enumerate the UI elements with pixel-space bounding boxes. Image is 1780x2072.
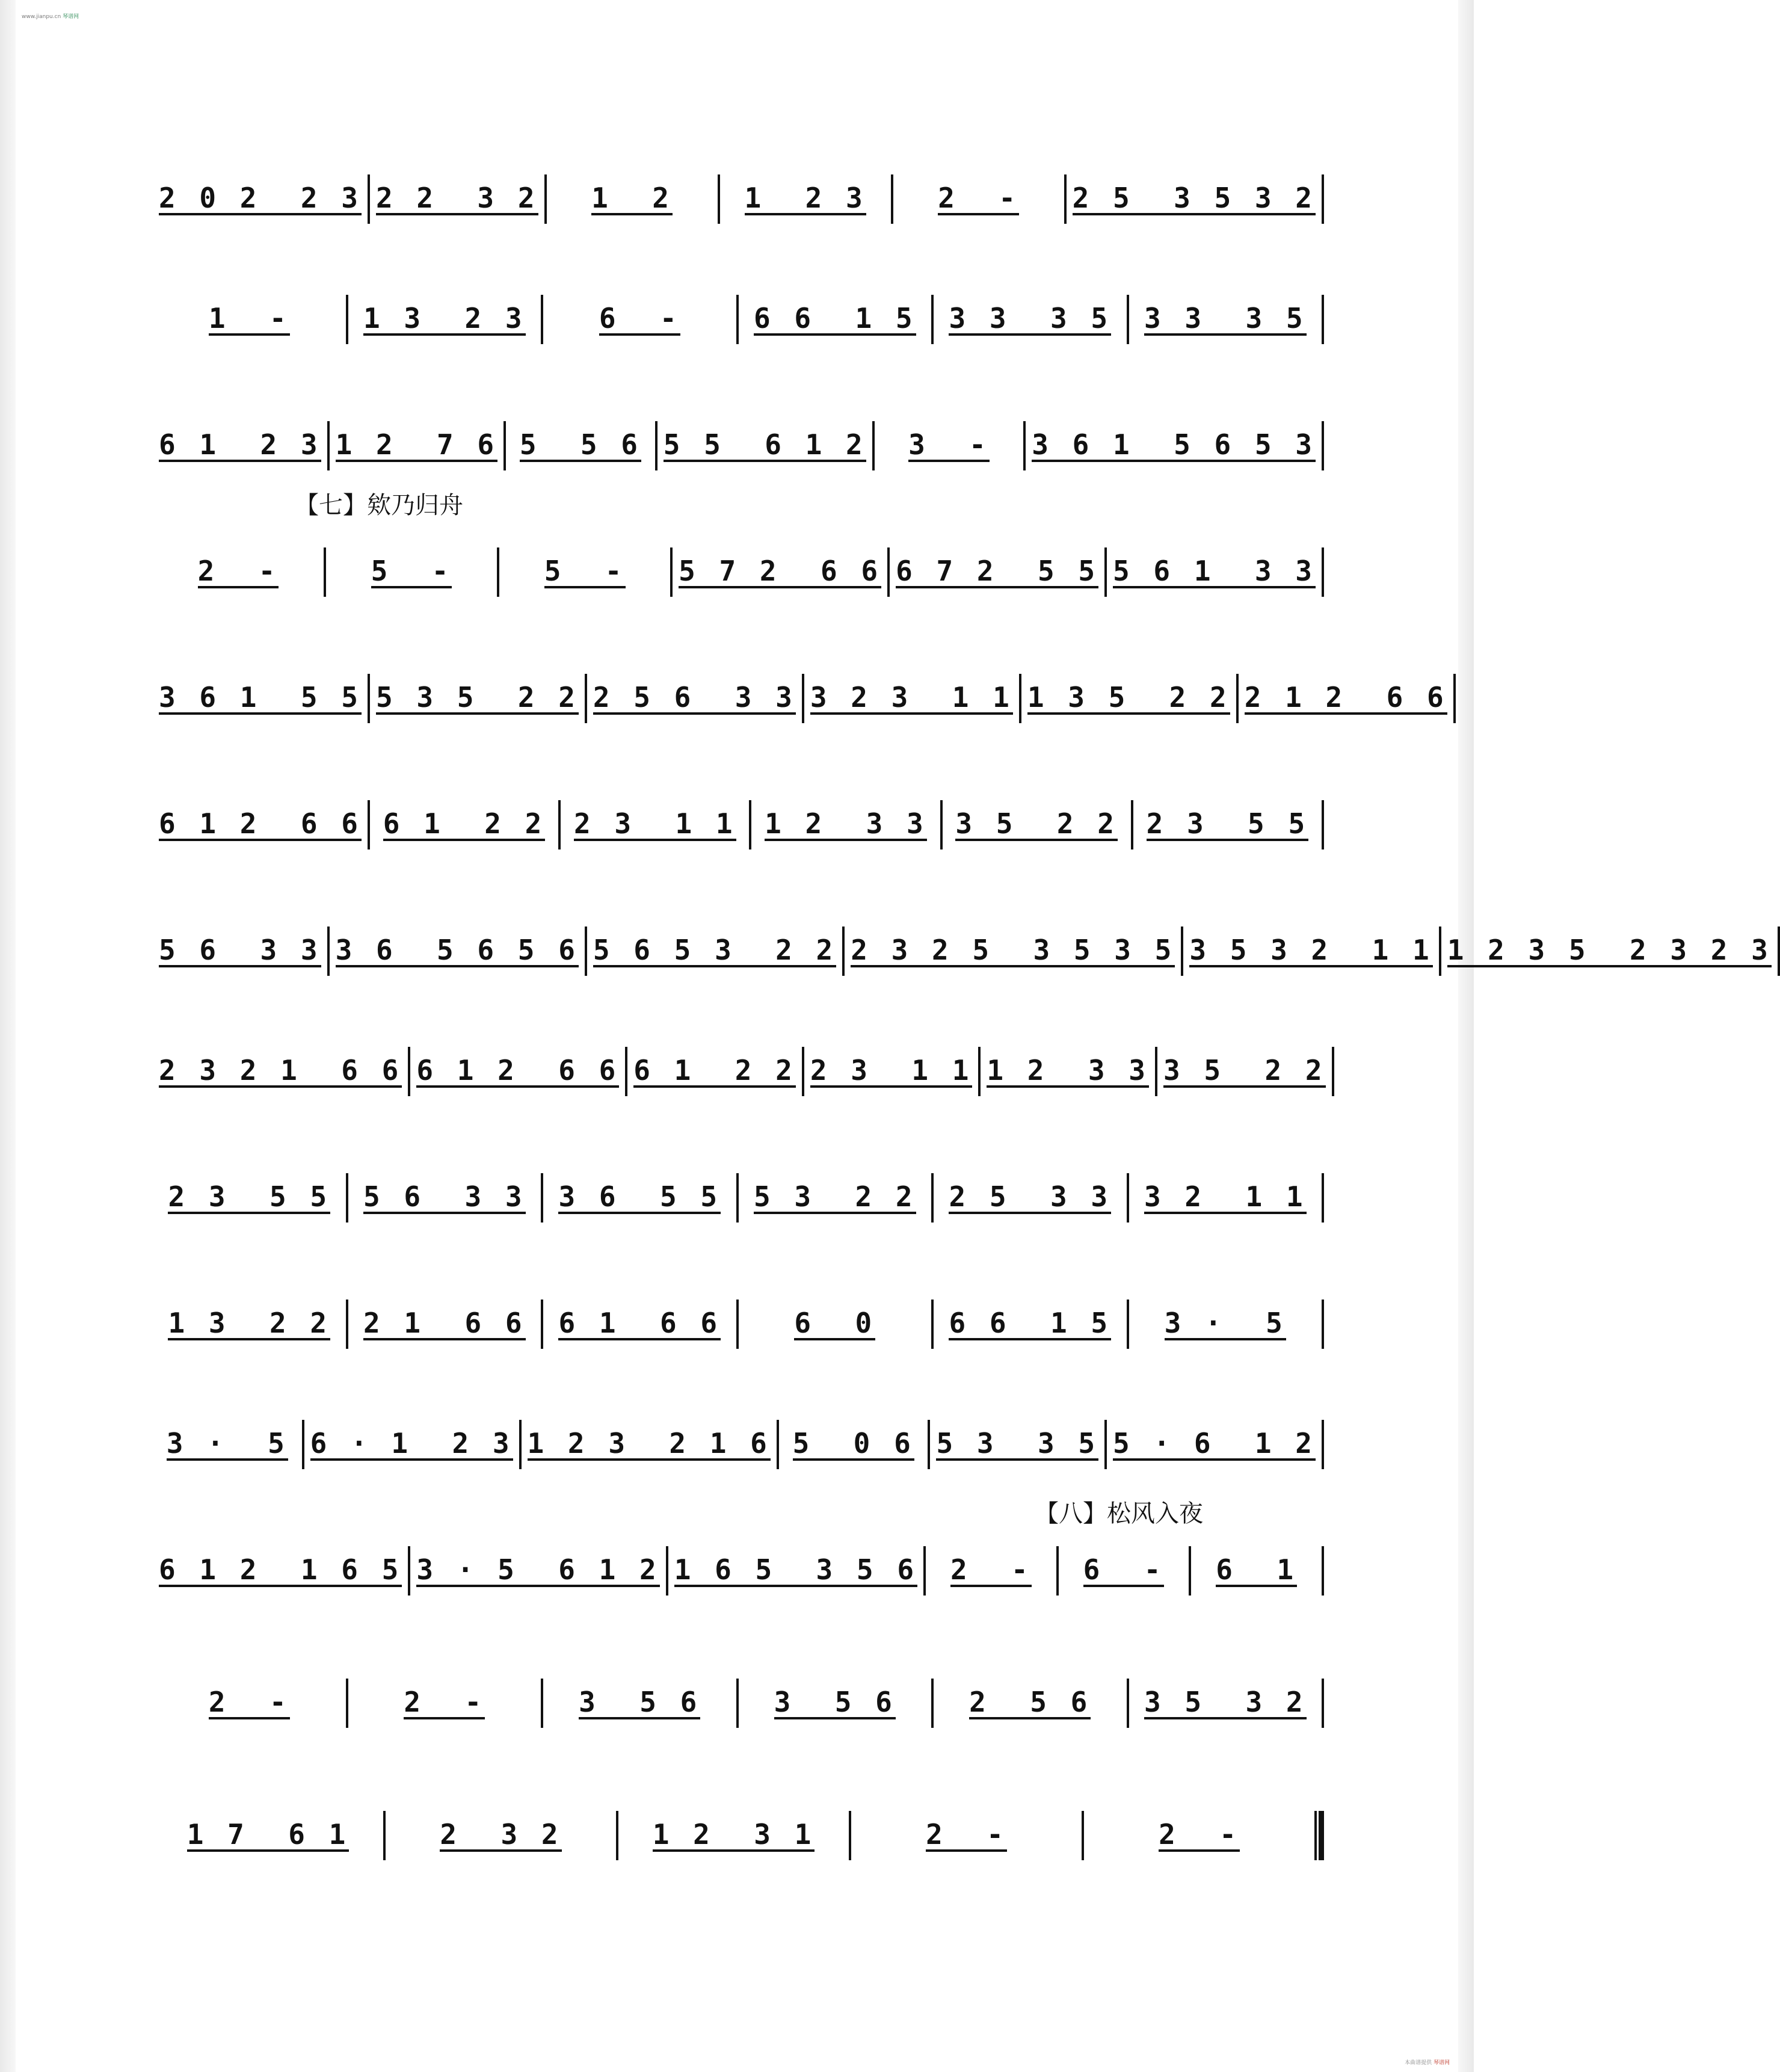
final-barline [1314,1811,1324,1860]
measure [499,529,670,602]
measure-notes: 6 6 1 5 [753,302,916,335]
measure-notes: 1 - [208,302,290,335]
measure [348,1155,541,1227]
measure-group [153,1155,1324,1227]
measure-notes: 5 0 6 [792,1427,914,1460]
measure-notes: 6 1 6 6 [558,1307,721,1339]
measure-notes: 1 2 7 6 [335,428,498,461]
measure [1026,403,1322,475]
measure [926,1528,1056,1600]
measure-notes: 6 · 1 2 3 [310,1427,513,1460]
measure-notes: 3 5 3 2 1 1 [1189,934,1433,966]
measure [934,1155,1127,1227]
measure [751,782,940,854]
measure-notes: 2 5 6 3 3 [593,681,796,714]
score-line [153,511,1324,602]
measure-notes: 5 · 6 1 2 [1113,1427,1316,1460]
measure [153,1155,346,1227]
score-line [153,1263,1324,1354]
measure [1084,1793,1314,1865]
measure-notes: 5 3 3 5 [936,1427,1099,1460]
measure [153,403,327,475]
measure-notes: 6 1 2 1 6 5 [159,1553,402,1586]
measure-group [153,908,1772,981]
measure-notes: 3 · 5 6 1 2 [416,1553,660,1586]
measure-notes: 5 6 3 3 [159,934,321,966]
measure [673,529,887,602]
measure-notes: 2 - [197,555,279,587]
measure-group [153,1029,1324,1101]
measure-notes: 5 - [544,555,626,587]
measure-notes: 6 1 2 6 6 [416,1054,620,1087]
barline [1322,1173,1324,1223]
watermark-site-name: 琴谱网 [63,14,79,20]
measure-notes: 3 5 6 [579,1686,701,1718]
measure-notes: 2 - [404,1686,485,1718]
measure [153,1029,408,1101]
measure-notes: 1 2 [591,182,673,214]
measure [153,1281,346,1354]
measure [934,1281,1127,1354]
measure-notes: 2 3 5 5 [1146,807,1309,840]
measure [779,1402,928,1474]
measure-group [153,782,1324,854]
barline [1322,295,1324,344]
measure [1191,1528,1322,1600]
measure [1059,1528,1189,1600]
measure-notes: 2 - [926,1818,1007,1851]
measure [668,1528,923,1600]
barline [1453,674,1456,723]
measure [875,403,1024,475]
measure-notes: 2 3 2 [440,1818,562,1851]
measure-notes: 3 · 5 [1164,1307,1286,1339]
measure-notes: 2 - [938,182,1020,214]
measure [1129,1155,1322,1227]
measure-notes: 6 0 [794,1307,876,1339]
measure-notes: 6 1 2 3 [159,428,321,461]
measure-notes: 5 - [371,555,452,587]
measure-notes: 1 3 2 2 [168,1307,331,1339]
measure [348,1281,541,1354]
measure [153,782,368,854]
measure-notes: 6 1 2 2 [383,807,546,840]
measure [543,1155,736,1227]
measure [739,1155,932,1227]
measure [720,156,891,229]
measure [804,1029,979,1101]
measure [153,1402,302,1474]
measure [1239,656,1453,728]
barline [1322,1420,1324,1469]
measure [153,156,368,229]
measure-notes: 1 3 5 2 2 [1027,681,1230,714]
barline [1778,927,1780,976]
measure [1157,1029,1332,1101]
measure [1107,1402,1322,1474]
measure [153,656,368,728]
barline [1322,800,1324,849]
measure [739,1281,932,1354]
measure [739,1660,932,1733]
score-line [153,138,1324,229]
measure [618,1793,849,1865]
measure-notes: 2 - [208,1686,290,1718]
measure-notes: 1 2 3 2 1 6 [527,1427,771,1460]
right-margin-strip [1458,0,1474,2072]
measure-notes: 5 6 3 3 [363,1180,526,1213]
measure [410,1528,665,1600]
measure [153,277,346,349]
measure [893,156,1064,229]
measure-notes: 2 5 3 3 [949,1180,1112,1213]
left-margin-strip [0,0,16,2072]
measure [304,1402,519,1474]
measure-notes: 3 - [908,428,990,461]
measure [506,403,655,475]
measure [627,1029,802,1101]
measure-notes: 6 6 1 5 [949,1307,1112,1339]
measure [739,277,932,349]
watermark-url: www.jianpu.cn [22,14,61,20]
score-line [153,890,1772,981]
measure-notes: 1 6 5 3 5 6 [674,1553,918,1586]
measure [153,1793,383,1865]
measure [1129,1660,1322,1733]
measure-notes: 6 - [1083,1553,1165,1586]
measure [543,277,736,349]
score-line [153,259,1324,349]
measure-notes: 3 6 1 5 6 5 3 [1032,428,1316,461]
measure-group [153,1660,1324,1733]
measure-group [153,1528,1324,1600]
barline [1322,1300,1324,1349]
measure-group [153,156,1324,229]
score-line [153,1137,1324,1227]
measure [1183,908,1438,981]
measure [153,1528,408,1600]
measure-notes: 2 5 3 5 3 2 [1072,182,1316,214]
measure [543,1660,736,1733]
measure-notes: 2 0 2 2 3 [159,182,362,214]
measure-notes: 5 3 5 2 2 [375,681,579,714]
barline [1322,547,1324,597]
measure-notes: 2 1 6 6 [363,1307,526,1339]
measure-notes: 2 3 5 5 [168,1180,331,1213]
measure-notes: 5 6 5 3 2 2 [593,934,837,966]
measure-group [153,403,1324,475]
measure [587,908,842,981]
measure-notes: 3 3 3 5 [1144,302,1307,335]
measure-notes: 6 - [599,302,680,335]
measure-notes: 3 5 2 2 [955,807,1118,840]
measure [410,1029,625,1101]
measure [348,277,541,349]
measure-notes: 3 2 3 1 1 [810,681,1013,714]
measure-notes: 1 2 3 3 [987,1054,1149,1087]
measure-notes: 5 6 1 3 3 [1113,555,1316,587]
score-line [153,1510,1324,1600]
measure-notes: 2 - [1159,1818,1240,1851]
barline [1322,174,1324,224]
measure-group [153,277,1324,349]
measure [153,908,327,981]
score-line [153,1384,1324,1474]
measure-notes: 1 3 2 3 [363,302,526,335]
measure [657,403,872,475]
site-watermark-top [22,12,79,20]
measure-notes: 5 7 2 6 6 [679,555,882,587]
measure-notes: 6 1 2 2 [633,1054,796,1087]
measure-notes: 2 5 6 [969,1686,1091,1718]
measure [943,782,1131,854]
section-heading-seven: 【七】欸乃归舟 [295,492,463,519]
barline [1322,1679,1324,1728]
measure-notes: 6 1 2 6 6 [159,807,362,840]
measure-notes: 6 1 [1216,1553,1298,1586]
section-heading-eight: 【八】松风入夜 [1035,1500,1203,1528]
score-line [153,1011,1324,1101]
measure-notes: 2 3 2 5 3 5 3 5 [851,934,1175,966]
measure-notes: 3 · 5 [166,1427,288,1460]
measure [522,1402,777,1474]
measure-notes: 1 2 3 1 [652,1818,815,1851]
barline [1332,1047,1334,1096]
measure-notes: 3 6 5 5 [558,1180,721,1213]
measure-group [153,1402,1324,1474]
score-line [153,1642,1324,1733]
watermark-provider: 本曲谱提供 [1405,2060,1432,2066]
measure [1107,529,1322,602]
measure-notes: 1 2 3 [744,182,866,214]
measure-notes: 6 7 2 5 5 [896,555,1099,587]
measure [386,1793,616,1865]
measure [930,1402,1104,1474]
measure [1129,277,1322,349]
measure [587,656,802,728]
measure [1021,656,1236,728]
measure [845,908,1181,981]
measure [348,1660,541,1733]
site-watermark-bottom [1405,2058,1450,2066]
measure-notes: 2 3 2 1 6 6 [159,1054,402,1087]
measure [370,782,558,854]
measure [547,156,718,229]
measure [1129,1281,1322,1354]
watermark-provider-site: 琴谱网 [1433,2060,1450,2066]
score-line [153,764,1324,854]
measure-group [153,529,1324,602]
measure-notes: 2 - [950,1553,1032,1586]
measure-notes: 2 3 1 1 [810,1054,973,1087]
measure [153,529,324,602]
measure [326,529,497,602]
measure-notes: 2 3 1 1 [573,807,736,840]
barline [1322,421,1324,470]
measure-notes: 3 5 3 2 [1144,1686,1307,1718]
measure-notes: 3 6 5 6 5 6 [335,934,579,966]
measure [934,1660,1127,1733]
measure-notes: 5 5 6 [519,428,641,461]
score-line [153,1775,1324,1865]
measure-notes: 3 3 3 5 [949,302,1112,335]
measure-group [153,656,1447,728]
measure [804,656,1019,728]
measure-notes: 1 7 6 1 [186,1818,350,1851]
measure-notes: 5 5 6 1 2 [663,428,866,461]
barline [1322,1546,1324,1596]
measure-notes: 1 2 3 3 [765,807,927,840]
measure [981,1029,1155,1101]
measure [851,1793,1082,1865]
measure [543,1281,736,1354]
measure-notes: 3 5 6 [774,1686,896,1718]
measure [153,1660,346,1733]
score-line [153,638,1447,728]
measure [330,908,585,981]
measure [561,782,749,854]
measure [890,529,1104,602]
measure-notes: 2 1 2 6 6 [1244,681,1447,714]
measure [370,156,544,229]
measure-notes: 2 2 3 2 [375,182,538,214]
measure [1067,156,1322,229]
measure-notes: 5 3 2 2 [753,1180,916,1213]
measure-notes: 3 2 1 1 [1144,1180,1307,1213]
measure-group [153,1793,1324,1865]
measure-notes: 1 2 3 5 2 3 2 3 [1447,934,1772,966]
measure-notes: 3 6 1 5 5 [159,681,362,714]
measure [1133,782,1322,854]
score-line [153,385,1324,475]
measure-notes: 3 5 2 2 [1163,1054,1326,1087]
measure [934,277,1127,349]
measure [330,403,504,475]
measure-group [153,1281,1324,1354]
measure [370,656,585,728]
measure [1441,908,1778,981]
